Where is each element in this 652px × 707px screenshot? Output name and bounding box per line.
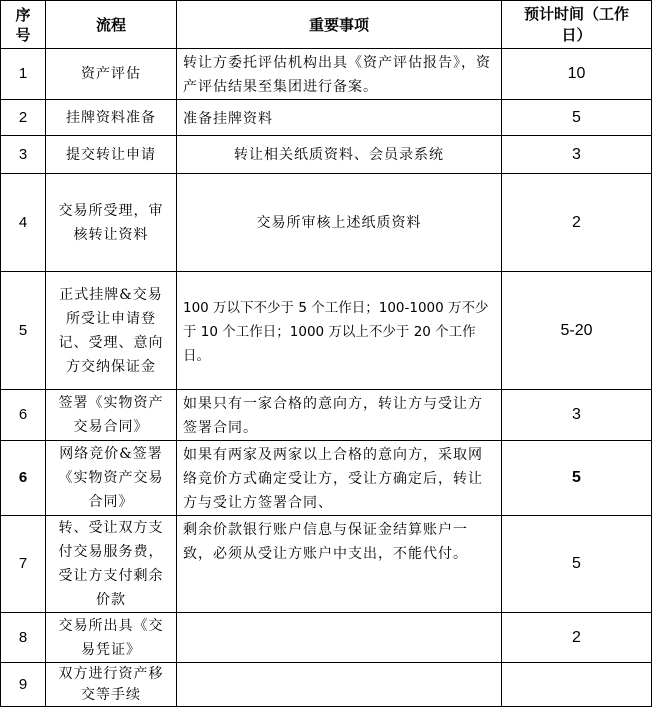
- row-matters: 转让方委托评估机构出具《资产评估报告》，资产评估结果至集团进行备案。: [177, 49, 502, 100]
- header-index: 序号: [1, 1, 46, 49]
- row-index: 7: [1, 516, 46, 613]
- row-matters: 交易所审核上述纸质资料: [177, 174, 502, 272]
- row-days: 10: [502, 49, 652, 100]
- row-matters: 剩余价款银行账户信息与保证金结算账户一致，必须从受让方账户中支出，不能代付。: [177, 516, 502, 613]
- row-days: 5: [502, 516, 652, 613]
- row-matters: [177, 663, 502, 707]
- row-process: 交易所受理，审核转让资料: [46, 174, 177, 272]
- row-index: 8: [1, 613, 46, 663]
- row-days: 5: [502, 100, 652, 136]
- row-days: 3: [502, 136, 652, 174]
- header-row: [1, 1, 652, 49]
- row-matters: 100 万以下不少于 5 个工作日；100-1000 万不少于 10 个工作日；1000 万以上不少于 20 个工作日。: [177, 272, 502, 390]
- table-row: [1, 663, 652, 707]
- row-index: 9: [1, 663, 46, 707]
- row-matters: 如果只有一家合格的意向方，转让方与受让方签署合同。: [177, 390, 502, 441]
- row-days: 2: [502, 174, 652, 272]
- row-matters: 如果有两家及两家以上合格的意向方，采取网络竞价方式确定受让方，受让方确定后，转让方与受让方签署合同、: [177, 441, 502, 516]
- row-process: 提交转让申请: [46, 136, 177, 174]
- table-row: [1, 100, 652, 136]
- row-process: 签署《实物资产交易合同》: [46, 390, 177, 441]
- table-row: [1, 49, 652, 100]
- row-days: 5-20: [502, 272, 652, 390]
- row-process: 资产评估: [46, 49, 177, 100]
- row-index: 3: [1, 136, 46, 174]
- row-process: 转、受让双方支付交易服务费，受让方支付剩余价款: [46, 516, 177, 613]
- header-process: 流程: [46, 1, 177, 49]
- row-matters: 转让相关纸质资料、会员录系统: [177, 136, 502, 174]
- row-process: 挂牌资料准备: [46, 100, 177, 136]
- row-days: [502, 663, 652, 707]
- row-process: 交易所出具《交易凭证》: [46, 613, 177, 663]
- table-row: [1, 136, 652, 174]
- row-process: 正式挂牌&交易所受让申请登记、受理、意向方交纳保证金: [46, 272, 177, 390]
- row-index: 1: [1, 49, 46, 100]
- row-process: 双方进行资产移交等手续: [46, 663, 177, 707]
- row-matters: [177, 613, 502, 663]
- row-index: 6: [1, 441, 46, 516]
- row-index: 4: [1, 174, 46, 272]
- header-matters: 重要事项: [177, 1, 502, 49]
- table-row: [1, 174, 652, 272]
- row-index: 2: [1, 100, 46, 136]
- row-days: 5: [502, 441, 652, 516]
- row-process: 网络竞价&签署《实物资产交易合同》: [46, 441, 177, 516]
- row-index: 6: [1, 390, 46, 441]
- row-days: 2: [502, 613, 652, 663]
- header-time: 预计时间（工作日）: [502, 1, 652, 49]
- row-matters: 准备挂牌资料: [177, 100, 502, 136]
- table-row: [1, 516, 652, 613]
- table-row: [1, 613, 652, 663]
- table-row: [1, 272, 652, 390]
- table-row: [1, 441, 652, 516]
- row-days: 3: [502, 390, 652, 441]
- row-index: 5: [1, 272, 46, 390]
- table-row: [1, 390, 652, 441]
